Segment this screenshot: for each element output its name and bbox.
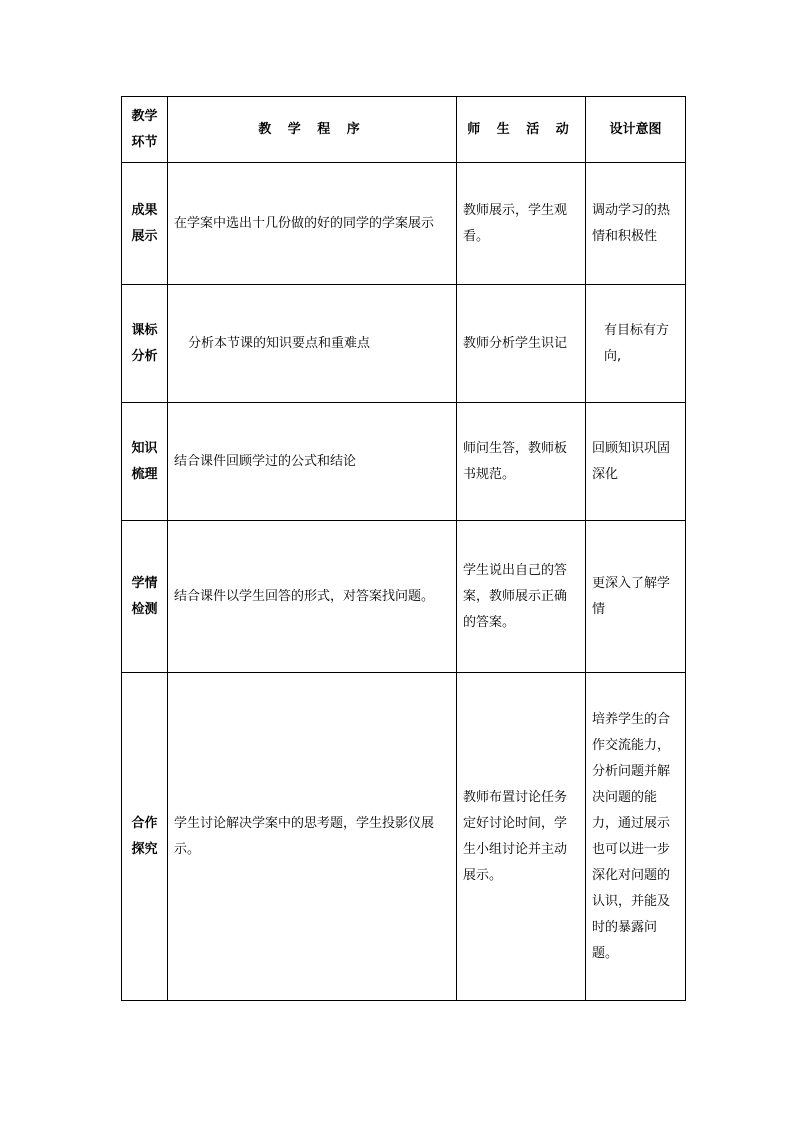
header-procedure: 教 学 程 序 (168, 97, 457, 163)
row-procedure: 结合课件以学生回答的形式，对答案找问题。 (168, 521, 457, 673)
header-intent: 设计意图 (586, 97, 686, 163)
row-intent: 有目标有方向, (586, 285, 686, 403)
row-activity: 学生说出自己的答案，教师展示正确的答案。 (457, 521, 586, 673)
row-stage: 课标分析 (122, 285, 168, 403)
header-activity: 师 生 活 动 (457, 97, 586, 163)
row-intent: 回顾知识巩固深化 (586, 403, 686, 521)
row-stage: 知识梳理 (122, 403, 168, 521)
row-activity: 教师布置讨论任务定好讨论时间，学生小组讨论并主动展示。 (457, 673, 586, 1001)
row-intent: 更深入了解学情 (586, 521, 686, 673)
row-stage: 合作探究 (122, 673, 168, 1001)
table-row (122, 285, 686, 403)
row-procedure: 分析本节课的知识要点和重难点 (168, 285, 457, 403)
row-procedure: 学生讨论解决学案中的思考题，学生投影仪展示。 (168, 673, 457, 1001)
table-row (122, 673, 686, 1001)
row-intent: 培养学生的合作交流能力，分析问题并解决问题的能力，通过展示也可以进一步深化对问题的认识，并能及时的暴露问题。 (586, 673, 686, 1001)
header-stage: 教学环节 (122, 97, 168, 163)
row-stage: 成果展示 (122, 163, 168, 285)
row-stage: 学情检测 (122, 521, 168, 673)
row-activity: 师问生答，教师板书规范。 (457, 403, 586, 521)
row-procedure: 在学案中选出十几份做的好的同学的学案展示 (168, 163, 457, 285)
table-row (122, 403, 686, 521)
table-row (122, 163, 686, 285)
table-row (122, 521, 686, 673)
row-activity: 教师展示，学生观看。 (457, 163, 586, 285)
lesson-plan-table (121, 96, 686, 1001)
row-procedure: 结合课件回顾学过的公式和结论 (168, 403, 457, 521)
row-activity: 教师分析学生识记 (457, 285, 586, 403)
table-header-row (122, 97, 686, 163)
row-intent: 调动学习的热情和积极性 (586, 163, 686, 285)
